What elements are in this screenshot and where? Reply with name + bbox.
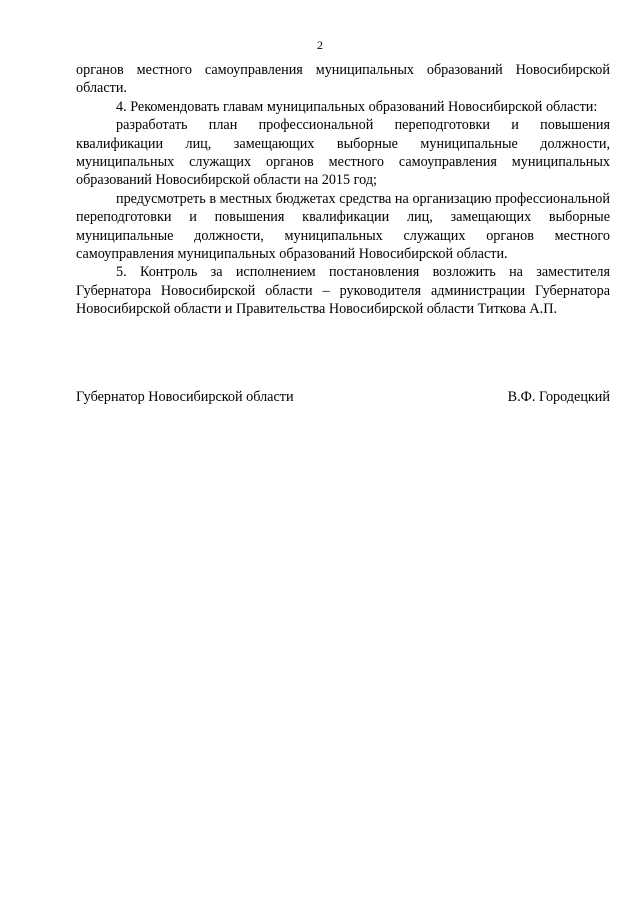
paragraph-item-4: 4. Рекомендовать главам муниципальных образований Новосибирской области:: [116, 98, 598, 115]
paragraph-continuation: органов местного самоуправления муниципальных образований Новосибирской области.: [76, 62, 610, 97]
signatory-position: Губернатор Новосибирской области: [76, 389, 294, 405]
paragraph-item-4-plan: разработать план профессиональной переподготовки и повышения квалификации лиц, замещающих выборные муниципальные должности, муниципальных служащих органов местного самоуправления муниципальных образований Новосибирской области на 2015 год;: [76, 117, 610, 189]
page-number: 2: [317, 38, 323, 52]
paragraph-item-4-budget: предусмотреть в местных бюджетах средства на организацию профессиональной переподготовки и повышения квалификации лиц, замещающих выборные муниципальные должности, муниципальных служащих органов местного самоуправления муниципальных образований Новосибирской области.: [76, 190, 610, 263]
document-body: [76, 61, 610, 319]
signature-block: [76, 388, 610, 406]
signatory-name: В.Ф. Городецкий: [507, 389, 610, 405]
paragraph-item-5: 5. Контроль за исполнением постановления возложить на заместителя Губернатора Новосибирской области – руководителя администрации Губернатора Новосибирской области и Правительства Новосибирской области Титкова А.П.: [76, 264, 610, 318]
